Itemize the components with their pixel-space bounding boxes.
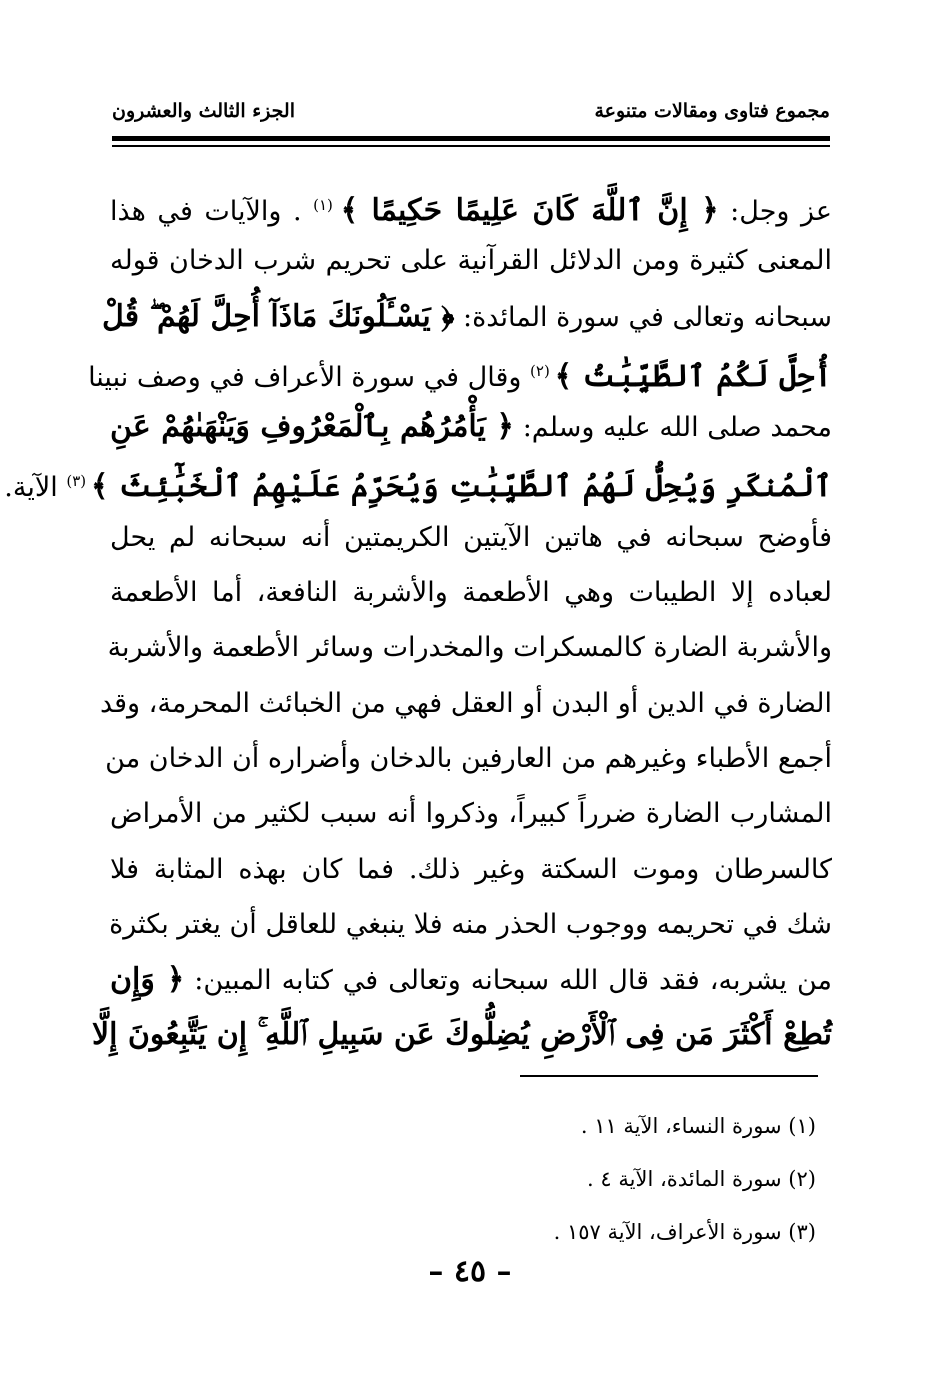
footnotes (300, 1100, 816, 1259)
text-segment: فأوضح سبحانه في هاتين الآيتين الكريمتين أنه سبحانه لم يحل (110, 521, 832, 553)
text-line (110, 786, 832, 841)
quran-verse: أُحِلَّ لَكُمُ ٱلطَّيِّبَٰتُ ﴾ (554, 358, 832, 394)
quran-verse: ٱلْمُنكَرِ وَيُحِلُّ لَهُمُ ٱلطَّيِّبَٰتِ وَيُحَرِّمُ عَلَيْهِمُ ٱلْخَبَٰٓئِثَ ﴾ (90, 469, 832, 505)
text-line (105, 731, 832, 786)
text-segment: الضارة في الدين أو البدن أو العقل فهي من الخبائث المحرمة، وقد (99, 687, 832, 719)
text-segment: الآية. (4, 472, 67, 504)
text-line (110, 399, 832, 454)
text-line (110, 178, 832, 233)
text-segment: شك في تحريمه ووجوب الحذر منه فلا ينبغي للعاقل أن يغتر بكثرة (109, 908, 832, 940)
volume-label: الجزء الثالث والعشرون (112, 100, 295, 122)
text-segment: عز وجل: (718, 196, 832, 227)
text-line (91, 1007, 832, 1062)
text-line (107, 620, 832, 675)
quran-verse: ﴿ إِنَّ ٱللَّهَ كَانَ عَلِيمًا حَكِيمًا ﴾ (340, 193, 719, 228)
header-rule-thick (112, 136, 830, 141)
text-line (110, 842, 832, 897)
text-segment: من يشربه، فقد قال الله سبحانه وتعالى في كتابه المبين: (184, 965, 832, 997)
text-segment: سبحانه وتعالى في سورة المائدة: (454, 301, 832, 333)
footnote-3: (٣) سورة الأعراف، الآية ١٥٧ . (553, 1220, 816, 1244)
text-line (88, 344, 832, 399)
text-segment: والأشربة الضارة كالمسكرات والمخدرات وسائر الأطعمة والأشربة (107, 632, 832, 664)
text-line (110, 510, 832, 565)
text-line (99, 676, 832, 731)
footnote-marker: (٢) (530, 361, 555, 380)
text-segment: كالسرطان وموت السكتة وغير ذلك. فما كان بهذه المثابة فلا (110, 853, 832, 885)
text-segment: المشارب الضارة ضرراً كبيراً، وذكروا أنه سبب لكثير من الأمراض (110, 798, 832, 830)
text-segment: المعنى كثيرة ومن الدلائل القرآنية على تحريم شرب الدخان قوله (110, 245, 832, 277)
header-rule-thin (112, 145, 830, 147)
text-line (110, 952, 832, 1007)
footnote-marker: (٣) (66, 472, 91, 491)
quran-verse: ﴿ يَسْـَٔلُونَكَ مَاذَآ أُحِلَّ لَهُمْ ۖ قُلْ (101, 298, 455, 334)
footnote-1: (١) سورة النساء، الآية ١١ . (580, 1114, 816, 1138)
quran-verse: تُطِعْ أَكْثَرَ مَن فِى ٱلْأَرْضِ يُضِلُّوكَ عَن سَبِيلِ ٱللَّهِ ۚ إِن يَتَّبِعُونَ إِلَّا (91, 1017, 832, 1053)
footnote-2: (٢) سورة المائدة، الآية ٤ . (587, 1167, 816, 1191)
footnote-marker: (١) (313, 196, 341, 214)
text-line (110, 897, 832, 952)
text-segment: . والآيات في هذا (110, 196, 314, 227)
text-segment: محمد صلى الله عليه وسلم: (514, 412, 832, 444)
text-line (4, 454, 832, 509)
text-segment: لعباده إلا الطيبات وهي الأطعمة والأشربة النافعة، أما الأطعمة (110, 577, 832, 609)
text-segment: وقال في سورة الأعراف في وصف نبينا (88, 361, 531, 393)
text-line (101, 289, 832, 344)
quran-verse: ﴿ يَأْمُرُهُم بِٱلْمَعْرُوفِ وَيَنْهَىٰهُمْ عَنِ (110, 409, 515, 445)
body-text (4, 178, 832, 1063)
book-title: مجموع فتاوى ومقالات متنوعة (594, 100, 830, 122)
page-number: – ٤٥ – (428, 1254, 512, 1289)
text-line (110, 233, 832, 288)
footnote-separator (520, 1075, 818, 1077)
quran-verse: ﴿ وَإِن (110, 962, 185, 998)
text-segment: أجمع الأطباء وغيرهم من العارفين بالدخان وأضراره أن الدخان من (105, 742, 832, 774)
text-line (110, 565, 832, 620)
running-head (112, 100, 830, 122)
